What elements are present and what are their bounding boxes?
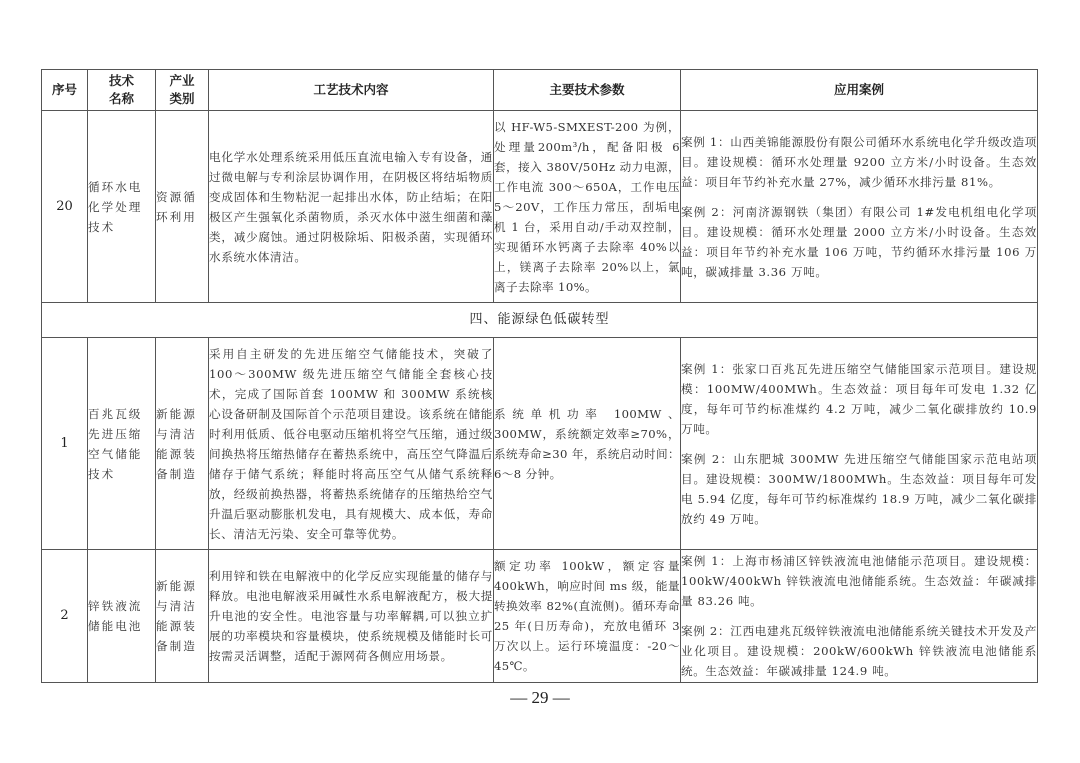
row-process: 采用自主研发的先进压缩空气储能技术，突破了 100～300MW 级先进压缩空气储能全套核心技术，完成了国际首套 100MW 和 300MW 系统核心设备研制及国际首个示范项目建设。该系统在储能时利用低质、低谷电驱动压缩机将空气压缩，通过级间换热将压缩热储存在蓄热系统中，高压空气降温后储存于储气系统；释能时将高压空气从储气系统释放，经级前换热器，将蓄热系统储存的压缩热给空气升温后驱动膨胀机发电，具有规模大、成本低，寿命长、清洁无污染、安全可靠等优势。 [209,338,494,550]
case-2: 案例 2：山东肥城 300MW 先进压缩空气储能国家示范电站项目。建设规模：300MW/1800MWh。生态效益：项目每年可发电 5.94 亿度，每年可节约标准煤约 18.9 万吨，减少二氧化碳排放约 49 万吨。 [681,451,1037,526]
row-params: 系统单机功率 100MW、300MW，系统额定效率≥70%，系统寿命≥30 年，系统启动时间：6～8 分钟。 [494,338,681,550]
technology-table [41,69,1038,683]
header-tech-name [88,70,156,111]
section-title: 四、能源绿色低碳转型 [42,303,1038,338]
case-1: 案例 1：山西美锦能源股份有限公司循环水系统电化学升级改造项目。建设规模：循环水处理量 9200 立方米/小时设备。生态效益：项目年节约补充水量 27%，减少循环水排污量 81%。 [681,134,1037,189]
case-1: 案例 1：上海市杨浦区锌铁液流电池储能示范项目。建设规模：100kW/400kWh 锌铁液流电池储能系统。生态效益：年碳减排量 83.26 吨。 [681,554,1037,608]
row-params: 额定功率 100kW，额定容量 400kWh，响应时间 ms 级，能量转换效率 82%(直流侧)。循环寿命 25 年(日历寿命)，充放电循环 3 万次以上。运行环境温度：-20～45℃。 [494,550,681,683]
header-tech-name-label: 技术名称 [108,73,134,106]
row-tech-name: 百兆瓦级先进压缩空气储能技术 [88,338,156,550]
row-cases [681,550,1038,683]
row-cases [681,338,1038,550]
table-row [42,338,1038,550]
row-tech-name: 循环水电化学处理技术 [88,111,156,303]
case-2: 案例 2：河南济源钢铁（集团）有限公司 1#发电机组电化学项目。建设规模：循环水处理量 2000 立方米/小时设备。生态效益：项目年节约补充水量 106 万吨，节约循环水排污量 106 万吨，碳减排量 3.36 万吨。 [681,204,1037,279]
header-industry-label: 产业类别 [169,73,195,106]
row-process: 电化学水处理系统采用低压直流电输入专有设备，通过微电解与专利涂层协调作用，在阴极区将结垢物质变成固体和生物粘泥一起排出水体，防止结垢；在阳极区产生强氧化杀菌物质，杀灭水体中滋生细菌和藻类，减少腐蚀。通过阴极除垢、阳极杀菌，实现循环水系统水体清洁。 [209,111,494,303]
row-industry: 资源循环利用 [156,111,209,303]
row-process: 利用锌和铁在电解液中的化学反应实现能量的储存与释放。电池电解液采用碱性水系电解液配方，极大提升电池的安全性。电池容量与功率解耦,可以独立扩展的功率模块和容量模块，使系统规模及储能时长可按需灵活调整，适配于源网荷各侧应用场景。 [209,550,494,683]
row-industry: 新能源与清洁能源装备制造 [156,338,209,550]
table-row [42,111,1038,303]
row-tech-name: 锌铁液流储能电池 [88,550,156,683]
table-row [42,550,1038,683]
page-number: — 29 — [510,688,570,707]
header-row [42,70,1038,111]
row-industry: 新能源与清洁能源装备制造 [156,550,209,683]
header-index: 序号 [42,70,88,111]
case-2: 案例 2：江西电建兆瓦级锌铁液流电池储能系统关键技术开发及产业化项目。建设规模：200kW/600kWh 锌铁液流电池储能系统。生态效益：年碳减排量 124.9 吨。 [681,624,1037,678]
header-industry [156,70,209,111]
row-index: 1 [42,338,88,550]
section-row [42,303,1038,338]
row-index: 20 [42,111,88,303]
header-process: 工艺技术内容 [209,70,494,111]
row-params: 以 HF-W5-SMXEST-200 为例，处理量200m³/h，配备阳极 6 套，接入 380V/50Hz 动力电源，工作电流 300～650A，工作电压 5～20V，工作压力常压，刮垢电机 1 台，采用自动/手动双控制，实现循环水钙离子去除率 40%以上，镁离子去除率 20%以上，氯离子去除率 10%。 [494,111,681,303]
row-cases [681,111,1038,303]
case-1: 案例 1：张家口百兆瓦先进压缩空气储能国家示范项目。建设规模：100MW/400MWh。生态效益：项目每年可发电 1.32 亿度，每年可节约标准煤约 4.2 万吨，减少二氧化碳排放约 10.9 万吨。 [681,361,1037,436]
row-index: 2 [42,550,88,683]
header-cases: 应用案例 [681,70,1038,111]
header-params: 主要技术参数 [494,70,681,111]
